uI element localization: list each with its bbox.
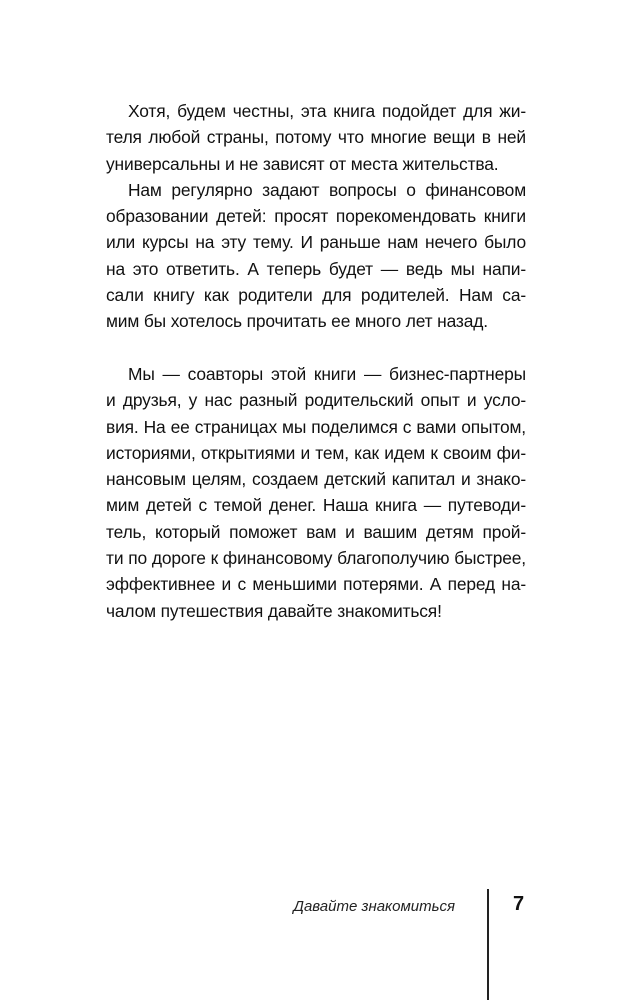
paragraph-3-line: ти по дороге к финансовому благополучию быстрее,: [106, 548, 526, 569]
paragraph-3-line: чалом путешествия давайте знакомиться!: [106, 600, 442, 621]
paragraph-3-line: Мы — соавторы этой книги — бизнес-партнеры: [128, 363, 526, 384]
paragraph-2-line: образовании детей: просят порекомендовать книги: [106, 206, 526, 227]
paragraph-3-line: мим детей с темой денег. Наша книга — путеводи-: [106, 495, 526, 516]
paragraph-2-line: мим бы хотелось прочитать ее много лет назад.: [106, 311, 488, 332]
paragraph-1-line: Хотя, будем честны, эта книга подойдет для жи-: [128, 101, 526, 121]
paragraph-gap: [106, 335, 526, 361]
paragraph-3-line: и друзья, у нас разный родительский опыт и усло-: [106, 390, 526, 411]
paragraph-1-line: универсальны и не зависят от места жительства.: [106, 153, 499, 174]
page-number: 7: [513, 893, 525, 915]
paragraph-2-line: сали книгу как родители для родителей. Нам са-: [106, 285, 526, 306]
paragraph-3-line: тель, который поможет вам и вашим детям прой-: [106, 521, 526, 542]
paragraph-2-line: на это ответить. А теперь будет — ведь мы напи-: [106, 258, 526, 279]
body-text: [106, 98, 526, 624]
paragraph-2-line: Нам регулярно задают вопросы о финансовом: [128, 179, 526, 200]
footer-divider: [487, 889, 489, 1000]
paragraph-1-line: теля любой страны, потому что многие вещи в ней: [106, 127, 526, 148]
paragraph-3-line: эффективнее и с меньшими потерями. А перед на-: [106, 574, 526, 595]
running-title: Давайте знакомиться: [293, 898, 455, 915]
paragraph-3-line: вия. На ее страницах мы поделимся с вами опытом,: [106, 416, 526, 437]
paragraph-2-line: или курсы на эту тему. И раньше нам нечего было: [106, 232, 526, 253]
paragraph-3-line: историями, открытиями и тем, как идем к своим фи-: [106, 442, 526, 463]
paragraph-3-line: нансовым целям, создаем детский капитал и знако-: [106, 469, 526, 490]
